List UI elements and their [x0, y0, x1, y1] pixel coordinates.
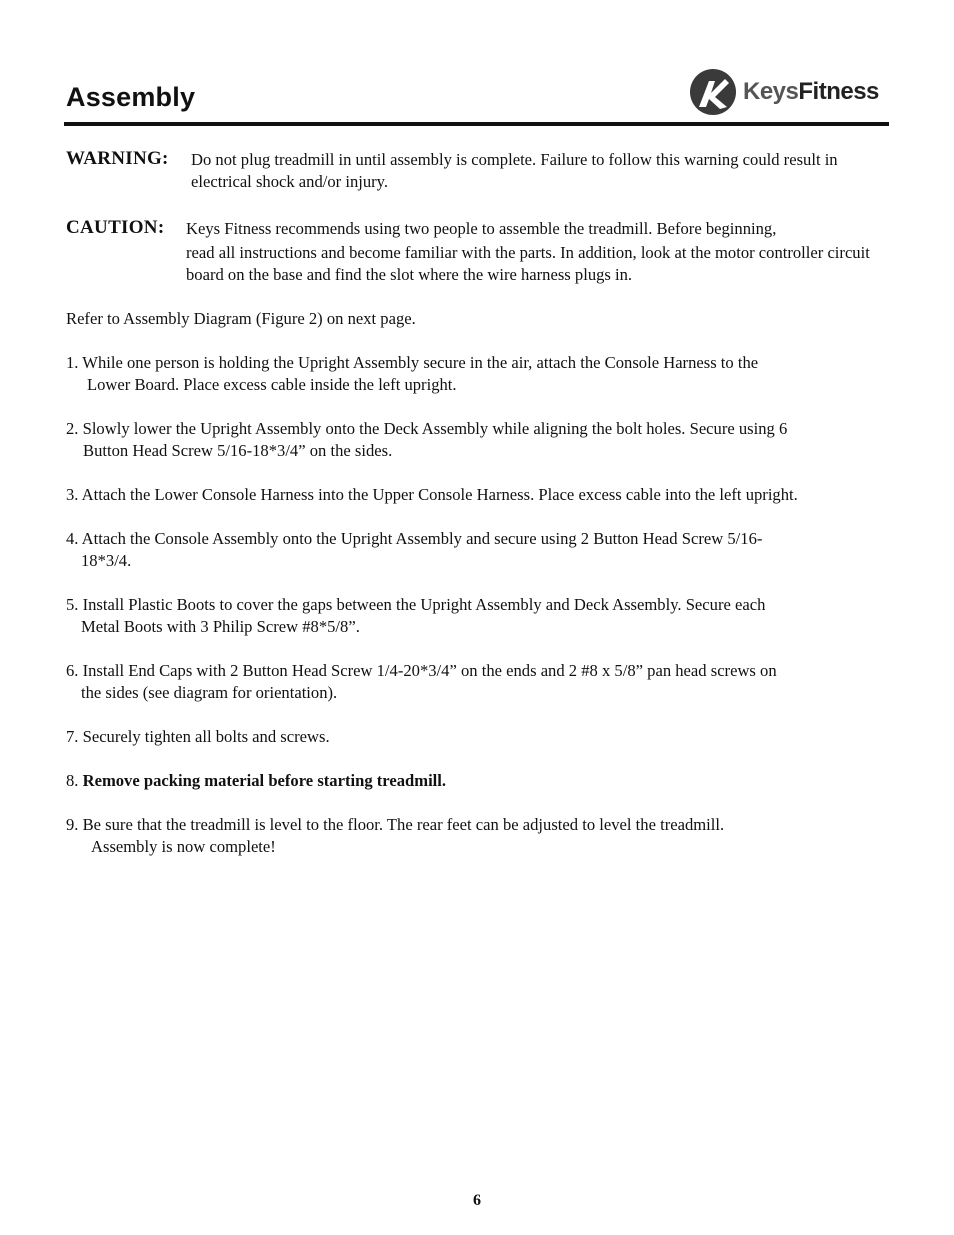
step-line: Assembly is now complete!	[91, 837, 276, 856]
header-divider	[64, 122, 889, 126]
keys-fitness-logo	[689, 66, 889, 118]
step-line: 2. Slowly lower the Upright Assembly onto the Deck Assembly while aligning the bolt holes. Secure using 6	[66, 419, 788, 438]
warning-text: Do not plug treadmill in until assembly is complete. Failure to follow this warning could result in electrical shock and/or injury.	[191, 150, 838, 191]
diagram-reference: Refer to Assembly Diagram (Figure 2) on next page.	[66, 309, 416, 328]
step-2	[66, 418, 787, 462]
step-6	[66, 660, 777, 704]
caution-label: CAUTION:	[66, 217, 165, 238]
step-line: 3. Attach the Lower Console Harness into the Upper Console Harness. Place excess cable into the left upright.	[66, 485, 798, 504]
step-line: Button Head Screw 5/16-18*3/4” on the sides.	[83, 441, 393, 460]
warning-label: WARNING:	[66, 148, 169, 169]
step-7	[66, 726, 330, 748]
step-bold-text: Remove packing material before starting treadmill.	[82, 771, 447, 790]
step-line: 6. Install End Caps with 2 Button Head Screw 1/4-20*3/4” on the ends and 2 #8 x 5/8” pan head screws on	[66, 661, 777, 680]
step-line: 1. While one person is holding the Upright Assembly secure in the air, attach the Console Harness to the	[66, 353, 759, 372]
step-line: 5. Install Plastic Boots to cover the gaps between the Upright Assembly and Deck Assembly. Secure each	[66, 595, 766, 614]
step-8	[66, 770, 446, 792]
step-line: 18*3/4.	[81, 551, 132, 570]
step-line: 4. Attach the Console Assembly onto the Upright Assembly and secure using 2 Button Head Screw 5/16-	[66, 529, 763, 548]
logo-word-keys: Keys	[743, 78, 799, 105]
step-3	[66, 484, 798, 506]
step-4	[66, 528, 762, 572]
step-line: Lower Board. Place excess cable inside the left upright.	[87, 375, 457, 394]
step-number: 8.	[66, 771, 83, 790]
step-5	[66, 594, 765, 638]
step-line: Metal Boots with 3 Philip Screw #8*5/8”.	[81, 617, 360, 636]
step-1	[66, 352, 758, 396]
keys-fitness-emblem-icon	[689, 67, 737, 117]
caution-text-rest: read all instructions and become familiar with the parts. In addition, look at the motor controller circuit board on the base and find the slot where the wire harness plugs in.	[186, 243, 870, 284]
step-line: 9. Be sure that the treadmill is level to the floor. The rear feet can be adjusted to level the treadmill.	[66, 815, 725, 834]
step-9	[66, 814, 724, 858]
page-title: Assembly	[66, 82, 196, 112]
caution-text-line1: Keys Fitness recommends using two people to assemble the treadmill. Before beginning,	[186, 219, 777, 238]
page-number: 6	[473, 1192, 481, 1209]
logo-wordmark	[743, 78, 879, 106]
step-line: 7. Securely tighten all bolts and screws.	[66, 727, 330, 746]
logo-word-fitness: Fitness	[798, 78, 879, 105]
step-line: the sides (see diagram for orientation).	[81, 683, 338, 702]
